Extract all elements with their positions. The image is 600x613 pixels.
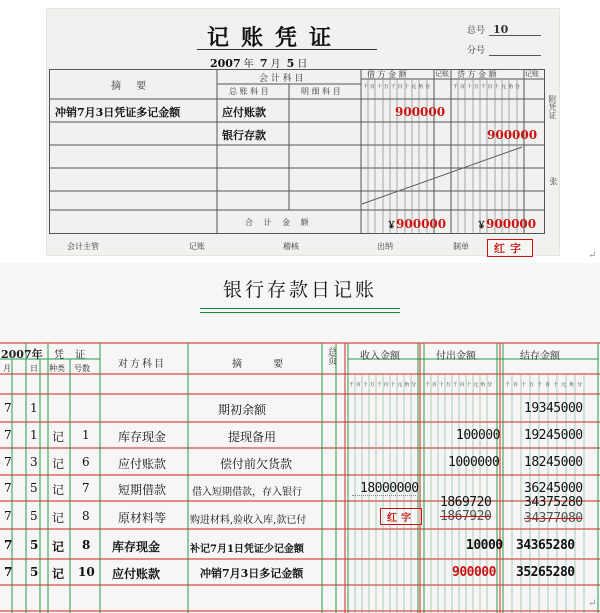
ledger-title: 银行存款日记账 — [222, 279, 377, 301]
summary-header: 摘 要 — [111, 81, 153, 92]
row2-day: 1 — [30, 428, 38, 442]
date-year: 2007 — [210, 57, 241, 70]
row7-expense: 900000 — [452, 565, 496, 580]
row4-income-underline — [352, 495, 416, 496]
debit-account: 应付账款 — [222, 106, 266, 119]
expense-header: 付出金额 — [436, 351, 476, 362]
voucher-header: 凭 证 — [54, 350, 90, 361]
row5-month: 7 — [4, 509, 12, 523]
summary-header: 摘 要 — [232, 359, 298, 370]
row5-balance: 34375280 — [524, 495, 583, 510]
voucher-table — [49, 69, 545, 235]
date-day: 5 — [286, 57, 295, 70]
accounting-voucher — [46, 8, 560, 256]
row1-balance: 19345000 — [524, 401, 583, 416]
income-header: 收入金额 — [360, 351, 400, 362]
row6-day: 5 — [30, 538, 39, 552]
row4-account: 短期借款 — [118, 483, 167, 497]
row2-account: 库存现金 — [118, 430, 167, 444]
row7-type: 记 — [52, 567, 65, 581]
row1-summary: 期初余额 — [218, 403, 267, 417]
debit-header: 借 方 金 额 — [367, 70, 407, 79]
row6-type: 记 — [52, 540, 65, 554]
ledger-red-stamp: 红字 — [380, 508, 422, 525]
sub-number — [467, 43, 485, 56]
credit-digit-labels: 千百十万千百十元角分 — [453, 84, 523, 90]
return-mark-icon: ↵ — [588, 250, 597, 261]
balance-header: 结存金额 — [520, 351, 560, 362]
detail-account-header: 明 细 科 目 — [301, 87, 341, 96]
row3-number: 6 — [82, 455, 90, 469]
credit-header: 贷 方 金 额 — [457, 70, 497, 79]
row6-expense: 10000 — [466, 538, 503, 553]
serial-label: 总号 — [467, 26, 486, 36]
row5-account: 原材料等 — [118, 511, 167, 525]
voucher-grid-lines — [49, 69, 545, 235]
footer-reviewer: 稽核 — [283, 242, 299, 251]
voucher-type-header: 种类 — [49, 364, 65, 373]
row7-balance: 35265280 — [516, 565, 575, 580]
date-month: 7 — [259, 57, 268, 70]
row7-account: 应付账款 — [112, 567, 161, 581]
posted-header-1: 记账 — [435, 70, 449, 78]
row4-number: 7 — [82, 481, 90, 495]
accounts-header: 会 计 科 目 — [259, 74, 304, 84]
ledger-grid-lines — [0, 263, 600, 613]
footer-maker: 制单 — [453, 242, 469, 251]
row3-summary: 偿付前欠货款 — [220, 457, 293, 471]
voucher-date — [207, 55, 307, 70]
credit-total-symbol: ￥ — [477, 221, 487, 231]
day-header: 日 — [30, 364, 38, 373]
row4-income: 18000000 — [360, 481, 419, 496]
row2-number: 1 — [82, 428, 90, 442]
row4-balance: 36245000 — [524, 481, 583, 496]
row7-month: 7 — [4, 565, 13, 579]
serial-number — [467, 23, 508, 36]
day-unit: 日 — [297, 59, 308, 70]
row7-summary: 冲销7月3日多记金额 — [200, 567, 304, 580]
row5-number: 8 — [82, 509, 90, 523]
expense-digit-labels: 千百十万千百十元角分 — [425, 382, 495, 388]
row3-balance: 18245000 — [524, 455, 583, 470]
debit-digit-labels: 千百十万千百十元角分 — [363, 84, 433, 90]
row4-month: 7 — [4, 481, 12, 495]
row5-day: 5 — [30, 509, 38, 523]
row3-expense: 1000000 — [448, 455, 500, 470]
row2-balance: 19245000 — [524, 428, 583, 443]
month-unit: 月 — [270, 59, 281, 70]
income-digit-labels: 千百十万千百十元角分 — [349, 382, 419, 388]
debit-total-value: 900000 — [396, 217, 447, 231]
row2-expense: 100000 — [456, 428, 500, 443]
row3-account: 应付账款 — [118, 457, 167, 471]
row6-month: 7 — [4, 538, 13, 552]
entry-summary: 冲销7月3日凭证多记金额 — [55, 106, 181, 119]
red-ink-stamp: 红字 — [487, 239, 533, 257]
footer-supervisor: 会计主管 — [67, 242, 99, 251]
row6-balance: 34365280 — [516, 538, 575, 553]
bank-deposit-journal — [0, 263, 600, 613]
row5-type: 记 — [52, 511, 65, 525]
row5-summary: 购进材料,验收入库,款已付 — [190, 515, 307, 526]
debit-total-symbol: ￥ — [387, 221, 397, 231]
debit-amount: 900000 — [395, 105, 446, 119]
sub-label: 分号 — [467, 46, 486, 56]
counter-account-header: 对方科目 — [118, 359, 166, 370]
return-mark-icon-2: ↵ — [588, 598, 597, 609]
footer-cashier: 出纳 — [377, 242, 393, 251]
row1-month: 7 — [4, 401, 12, 415]
credit-account: 银行存款 — [222, 129, 266, 142]
row4-expense: 1869720 — [440, 495, 492, 510]
total-label: 合 计 金 额 — [245, 218, 313, 227]
month-header: 月 — [3, 364, 11, 373]
credit-amount: 900000 — [487, 128, 538, 142]
voucher-number-header: 号数 — [74, 364, 90, 373]
posted-header-2: 记账 — [525, 70, 539, 78]
footer-bookkeeper: 记账 — [189, 242, 205, 251]
credit-total — [477, 217, 536, 231]
balance-digit-labels: 千百十万千百十元角分 — [505, 382, 586, 388]
serial-value: 10 — [493, 23, 509, 36]
row4-summary: 借入短期借款，存入银行 — [192, 487, 302, 498]
year-unit: 年 — [243, 59, 254, 70]
attachment-count-label: 张 — [549, 177, 558, 185]
year-header: 2007年 — [1, 348, 43, 361]
row3-month: 7 — [4, 455, 12, 469]
row4-type: 记 — [52, 483, 65, 497]
row2-month: 7 — [4, 428, 12, 442]
general-account-header: 总 账 科 目 — [229, 87, 269, 96]
row4-day: 5 — [30, 481, 38, 495]
row6-account: 库存现金 — [112, 540, 161, 554]
title-underline — [197, 49, 377, 50]
row7-number: 10 — [78, 565, 95, 579]
page-header: 总页 — [326, 347, 336, 365]
credit-total-value: 900000 — [486, 217, 537, 231]
voucher-title: 记账凭证 — [207, 25, 344, 51]
row6-number: 8 — [82, 538, 91, 552]
row1-day: 1 — [30, 401, 38, 415]
row5-balance-struck: 34377080 — [524, 511, 583, 526]
row3-type: 记 — [52, 457, 65, 471]
row3-day: 3 — [30, 455, 38, 469]
row2-summary: 提现备用 — [228, 430, 277, 444]
row2-type: 记 — [52, 430, 65, 444]
row6-summary: 补记7月1日凭证少记金额 — [190, 544, 304, 555]
row7-day: 5 — [30, 565, 39, 579]
debit-total — [387, 217, 446, 231]
row5-expense-struck: 1867920 — [440, 509, 492, 524]
attachment-label: 附凭证 — [548, 95, 557, 119]
